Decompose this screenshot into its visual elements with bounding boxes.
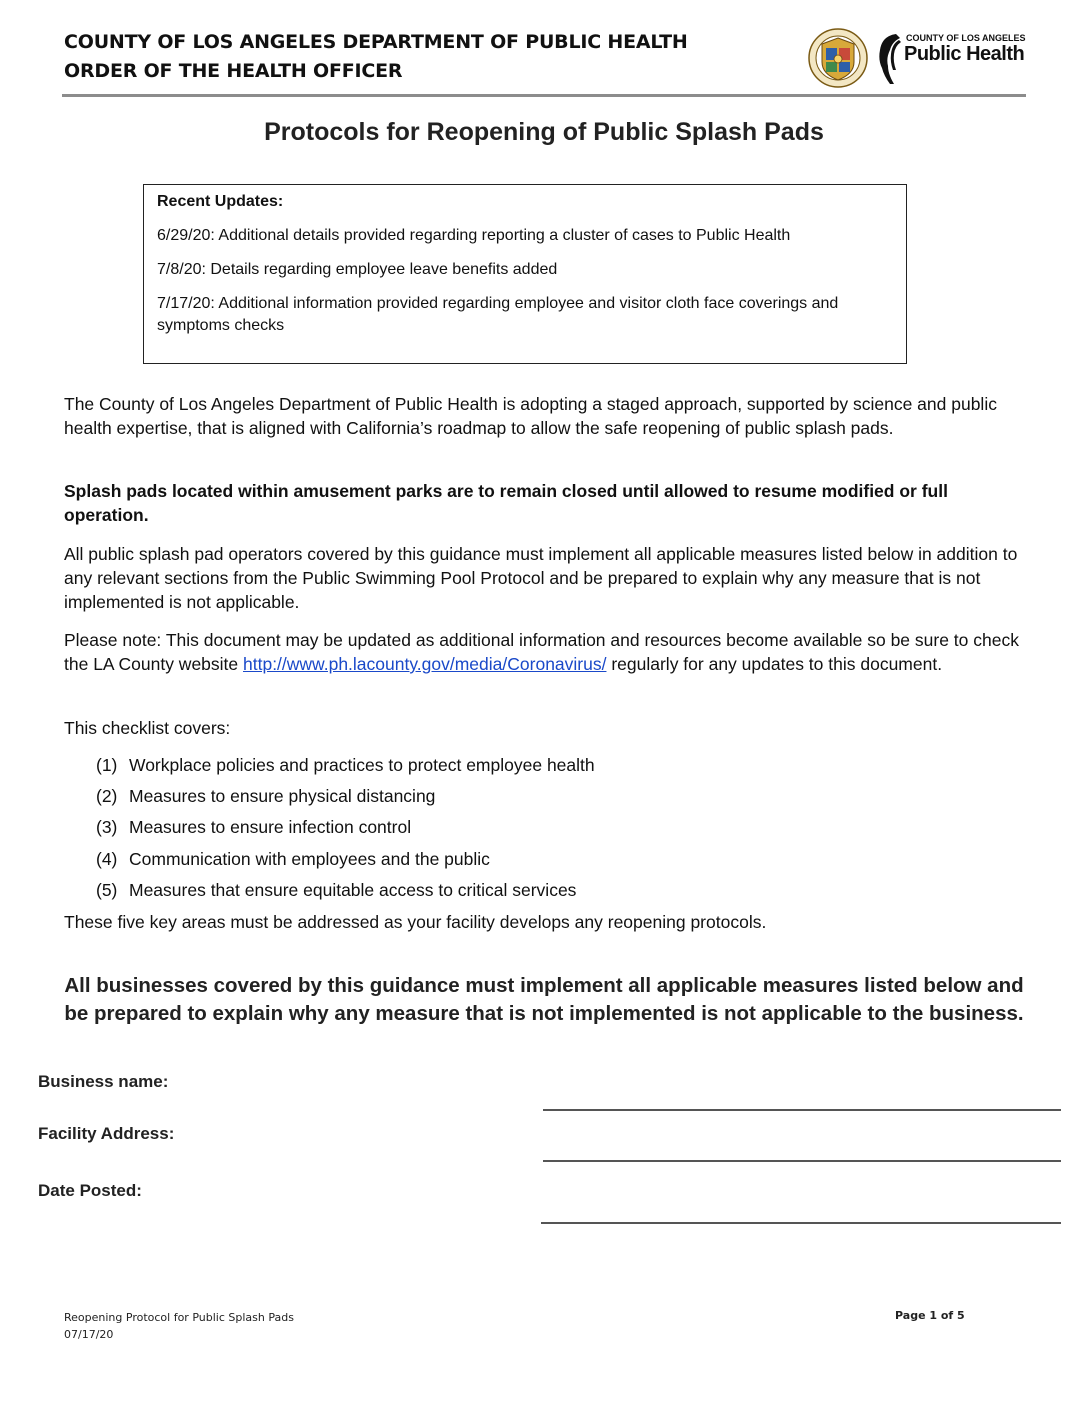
- profile-silhouette-icon: [874, 30, 904, 86]
- logo-county-text: COUNTY OF LOS ANGELES: [906, 33, 1026, 43]
- business-name-label: Business name:: [38, 1072, 169, 1091]
- document-title: Protocols for Reopening of Public Splash Pads: [264, 118, 824, 146]
- checklist-item: [96, 878, 595, 909]
- checklist-item: [96, 784, 595, 815]
- update-item: 7/17/20: Additional information provided regarding employee and visitor cloth face coverings and symptoms checks: [157, 295, 839, 334]
- checklist-number: (4): [96, 848, 118, 869]
- county-seal-logo: [808, 28, 868, 88]
- amusement-park-notice: Splash pads located within amusement parks are to remain closed until allowed to resume modified or full operation.: [64, 481, 948, 525]
- checklist-number: (5): [96, 879, 118, 900]
- header-line-1: COUNTY OF LOS ANGELES DEPARTMENT OF PUBLIC HEALTH: [64, 31, 688, 53]
- checklist-text: Measures that ensure equitable access to critical services: [129, 879, 577, 900]
- closing-paragraph: These five key areas must be addressed as your facility develops any reopening protocols.: [64, 912, 767, 932]
- checklist-text: Workplace policies and practices to protect employee health: [129, 755, 595, 775]
- checklist-number: (3): [96, 817, 118, 838]
- header-title: [64, 28, 688, 86]
- note-text-before: Please note: This document may be updated as additional information and resources become available so be sure to check the LA County website: [64, 630, 1019, 674]
- intro-paragraph: The County of Los Angeles Department of Public Health is adopting a staged approach, supported by science and public health expertise, that is aligned with California’s roadmap to allow the safe reopening of public splash pads.: [64, 394, 997, 438]
- checklist-item: [96, 815, 595, 846]
- update-note-paragraph: [64, 628, 1024, 676]
- operators-paragraph: All public splash pad operators covered by this guidance must implement all applicable measures listed below in addition to any relevant sections from the Public Swimming Pool Protocol and be prepared to explain why any measure that is not implemented is not applicable.: [64, 544, 1018, 612]
- checklist: [96, 753, 595, 909]
- note-text-after: regularly for any updates to this document.: [606, 654, 943, 674]
- checklist-item: [96, 753, 595, 784]
- recent-updates-heading: Recent Updates:: [157, 193, 284, 210]
- date-posted-field[interactable]: [541, 1222, 1061, 1224]
- update-item: 6/29/20: Additional details provided regarding reporting a cluster of cases to Public Health: [157, 227, 791, 244]
- business-name-field[interactable]: [543, 1109, 1061, 1111]
- checklist-text: Communication with employees and the public: [129, 848, 490, 869]
- checklist-text: Measures to ensure infection control: [129, 817, 412, 838]
- checklist-text: Measures to ensure physical distancing: [129, 786, 436, 807]
- update-item: 7/8/20: Details regarding employee leave benefits added: [157, 261, 558, 278]
- facility-address-field[interactable]: [543, 1160, 1061, 1162]
- checklist-number: (2): [96, 786, 118, 807]
- logo-name-text: Public Health: [904, 43, 1025, 65]
- checklist-number: (1): [96, 755, 118, 775]
- page-number: Page 1 of 5: [895, 1309, 965, 1322]
- footer-info: [64, 1309, 294, 1343]
- facility-address-label: Facility Address:: [38, 1124, 175, 1143]
- date-posted-label: Date Posted:: [38, 1181, 142, 1200]
- compliance-notice: All businesses covered by this guidance must implement all applicable measures listed below and be prepared to explain why any measure that is not implemented is not applicable to the business.: [64, 974, 1024, 1025]
- checklist-item: [96, 847, 595, 878]
- footer-date: 07/17/20: [64, 1328, 114, 1341]
- public-health-logo: [874, 30, 1034, 86]
- header-line-2: ORDER OF THE HEALTH OFFICER: [64, 60, 403, 82]
- la-county-website-link[interactable]: http://www.ph.lacounty.gov/media/Coronavirus/: [243, 654, 607, 674]
- checklist-intro: This checklist covers:: [64, 718, 231, 738]
- recent-updates-box: [143, 184, 907, 364]
- header-divider: [62, 94, 1026, 97]
- footer-document-name: Reopening Protocol for Public Splash Pads: [64, 1311, 294, 1324]
